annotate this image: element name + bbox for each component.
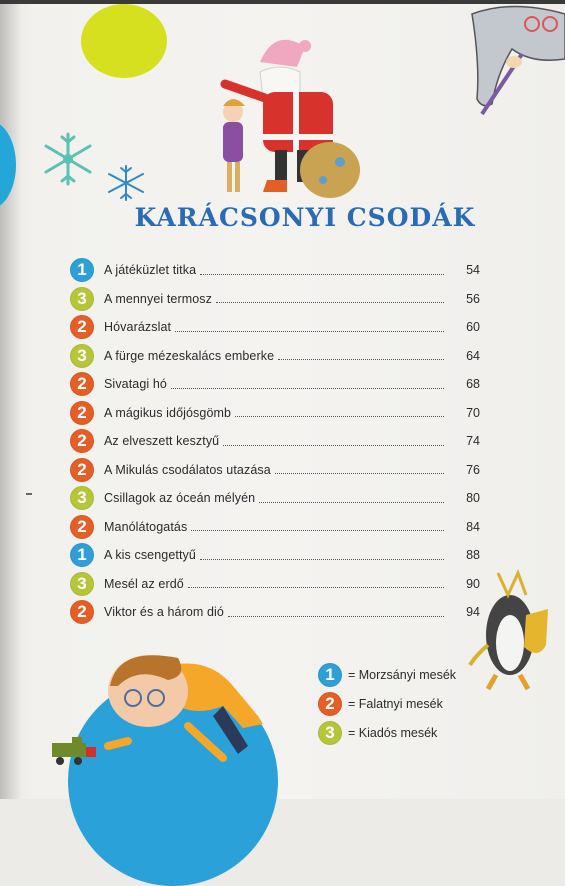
- level-badge: 2: [70, 401, 94, 425]
- story-title: Csillagok az óceán mélyén: [104, 491, 256, 506]
- story-title: Az elveszett kesztyű: [104, 434, 220, 449]
- page-number: 54: [466, 263, 480, 278]
- level-badge: 3: [70, 572, 94, 596]
- dot-leader: [200, 559, 444, 560]
- legend-item: [318, 718, 518, 747]
- level-badge: 3: [70, 486, 94, 510]
- legend-item: [318, 660, 518, 689]
- dot-leader: [235, 416, 444, 417]
- toc-row[interactable]: [70, 456, 480, 485]
- toc-row[interactable]: [70, 484, 480, 513]
- page-number: 90: [466, 576, 480, 591]
- story-title: A Mikulás csodálatos utazása: [104, 462, 271, 477]
- dot-leader: [188, 587, 444, 588]
- story-title: Hóvarázslat: [104, 320, 172, 335]
- story-title: Sivatagi hó: [104, 377, 167, 392]
- page-number: 88: [466, 548, 480, 563]
- level-badge: 1: [318, 663, 342, 687]
- story-title: A kis csengettyű: [104, 548, 196, 563]
- level-badge: 2: [70, 429, 94, 453]
- page-number: 94: [466, 605, 480, 620]
- page-number: 70: [466, 405, 480, 420]
- snowflake-icon: [104, 163, 148, 203]
- level-badge: 3: [70, 287, 94, 311]
- level-badge: 2: [70, 600, 94, 624]
- level-badge: 2: [70, 458, 94, 482]
- dot-leader: [171, 388, 444, 389]
- page-gutter-shadow: [0, 0, 22, 799]
- santa-illustration: [205, 22, 365, 202]
- toc-row[interactable]: [70, 313, 480, 342]
- legend-item: [318, 689, 518, 718]
- elephant-illustration: [452, 4, 565, 129]
- page-number: 64: [466, 348, 480, 363]
- toc-row[interactable]: [70, 513, 480, 542]
- dot-leader: [275, 473, 444, 474]
- table-of-contents: [70, 256, 480, 627]
- story-title: A mennyei termosz: [104, 291, 212, 306]
- toc-row[interactable]: [70, 598, 480, 627]
- page-title: KARÁCSONYI CSODÁK: [134, 203, 476, 232]
- page-number: 80: [466, 491, 480, 506]
- boy-illustration: [48, 646, 273, 799]
- dot-leader: [278, 359, 444, 360]
- level-badge: 1: [70, 543, 94, 567]
- level-badge: 2: [318, 692, 342, 716]
- level-badge: 3: [318, 721, 342, 745]
- toc-row[interactable]: [70, 285, 480, 314]
- legend-label: = Morzsányi mesék: [348, 667, 457, 682]
- toc-row[interactable]: [70, 541, 480, 570]
- level-badge: 2: [70, 372, 94, 396]
- story-title: Manólátogatás: [104, 519, 188, 534]
- page-number: 76: [466, 462, 480, 477]
- dot-leader: [228, 616, 444, 617]
- page-number: 56: [466, 291, 480, 306]
- story-title: A játéküzlet titka: [104, 263, 197, 278]
- story-title: Viktor és a három dió: [104, 605, 224, 620]
- toc-row[interactable]: [70, 256, 480, 285]
- legend-label: = Kiadós mesék: [348, 725, 438, 740]
- toy-train-icon: [48, 735, 108, 767]
- page-number: 68: [466, 377, 480, 392]
- legend-label: = Falatnyi mesék: [348, 696, 443, 711]
- toc-row[interactable]: [70, 399, 480, 428]
- legend: [318, 660, 518, 747]
- page-number: 74: [466, 434, 480, 449]
- toc-row[interactable]: [70, 370, 480, 399]
- story-title: A mágikus időjósgömb: [104, 405, 232, 420]
- toc-row[interactable]: [70, 570, 480, 599]
- dot-leader: [223, 445, 444, 446]
- dot-leader: [216, 302, 444, 303]
- yellow-circle-decoration: [81, 4, 167, 78]
- level-badge: 1: [70, 258, 94, 282]
- dot-leader: [191, 530, 444, 531]
- level-badge: 2: [70, 315, 94, 339]
- toc-row[interactable]: [70, 427, 480, 456]
- page-number: 60: [466, 320, 480, 335]
- dot-leader: [200, 274, 444, 275]
- story-title: Mesél az erdő: [104, 576, 184, 591]
- level-badge: 2: [70, 515, 94, 539]
- page-number: 84: [466, 519, 480, 534]
- dot-leader: [259, 502, 444, 503]
- snowflake-icon: [42, 130, 94, 188]
- toc-row[interactable]: [70, 342, 480, 371]
- margin-mark: [26, 493, 32, 495]
- level-badge: 3: [70, 344, 94, 368]
- story-title: A fürge mézeskalács emberke: [104, 348, 275, 363]
- dot-leader: [175, 331, 444, 332]
